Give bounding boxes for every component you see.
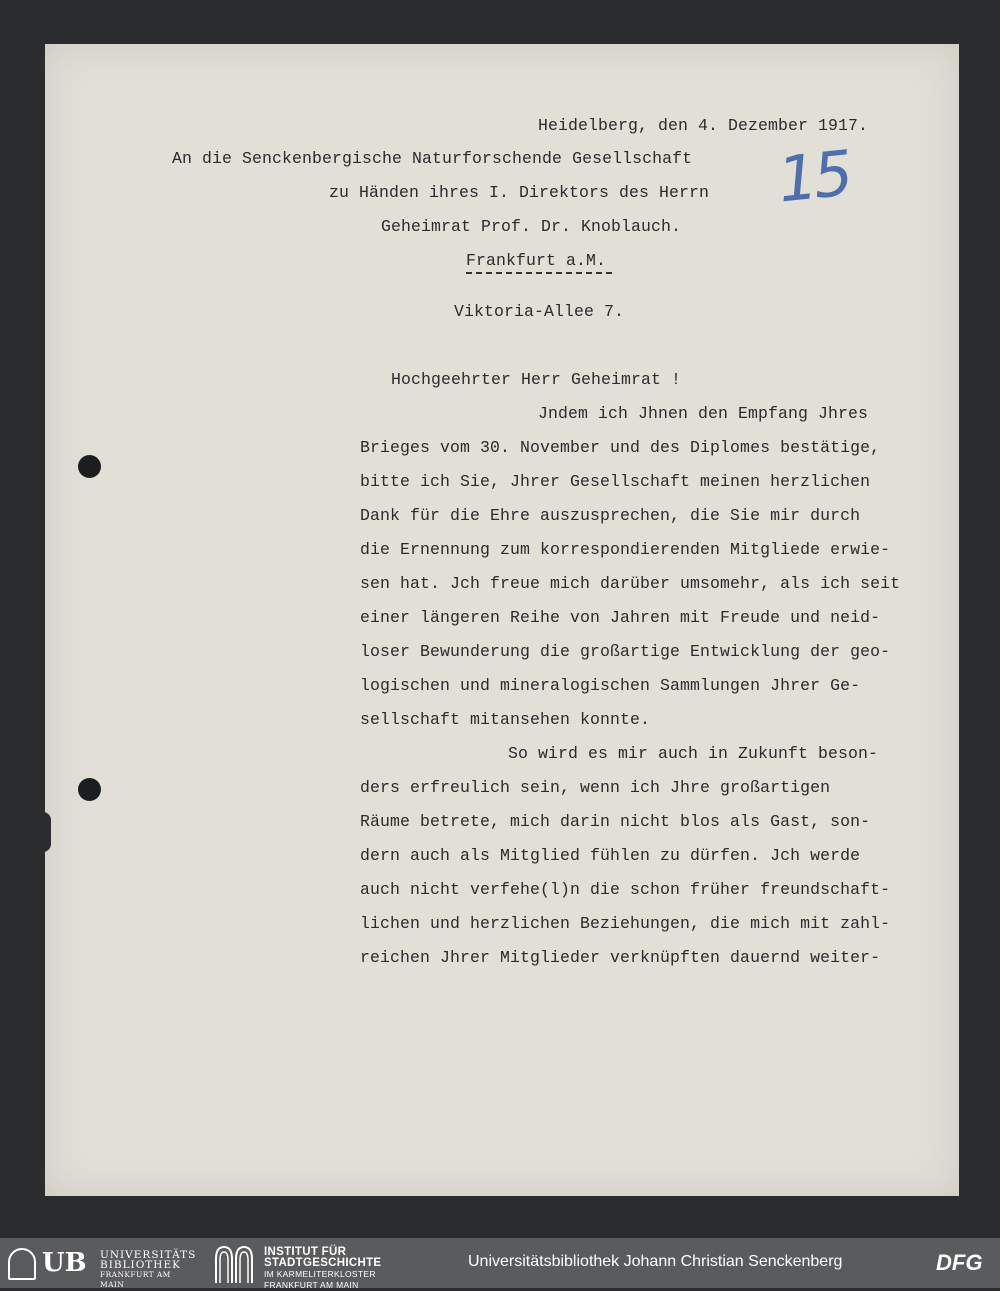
- isg-logo[interactable]: [214, 1245, 404, 1290]
- address-line-2: zu Händen ihres I. Direktors des Herrn: [329, 183, 710, 202]
- body-line: Jndem ich Jhnen den Empfang Jhres: [538, 404, 869, 423]
- library-name[interactable]: Universitätsbibliothek Johann Christian Senckenberg: [468, 1253, 843, 1270]
- body-line: reichen Jhrer Mitglieder verknüpften dauernd weiter-: [360, 948, 881, 967]
- ub-wordmark: [100, 1250, 196, 1290]
- body-line: sellschaft mitansehen konnte.: [360, 710, 651, 729]
- ub-emblem-icon: [8, 1248, 36, 1280]
- body-line: einer längeren Reihe von Jahren mit Freude und neid-: [360, 608, 881, 627]
- isg-line-3: IM KARMELITERKLOSTER: [264, 1269, 376, 1279]
- body-line: Räume betrete, mich darin nicht blos als Gast, son-: [360, 812, 871, 831]
- ub-line-1: UNIVERSITÄTS: [100, 1249, 197, 1261]
- footer-bar: [0, 1238, 1000, 1288]
- isg-line-2: STADTGESCHICHTE: [264, 1257, 382, 1269]
- isg-line-4: FRANKFURT AM MAIN: [264, 1280, 359, 1290]
- ub-letters: UB: [42, 1248, 87, 1278]
- ub-logo[interactable]: [8, 1246, 197, 1289]
- isg-wordmark: [264, 1247, 381, 1291]
- body-line: die Ernennung zum korrespondierenden Mitgliede erwie-: [360, 540, 891, 559]
- body-line: lichen und herzlichen Beziehungen, die mich mit zahl-: [360, 914, 891, 933]
- body-line: sen hat. Jch freue mich darüber umsomehr, als ich seit: [360, 574, 901, 593]
- body-line: ders erfreulich sein, wenn ich Jhre großartigen: [360, 778, 831, 797]
- punch-hole-top: [78, 455, 101, 478]
- address-line-3: Geheimrat Prof. Dr. Knoblauch.: [381, 217, 682, 236]
- salutation: Hochgeehrter Herr Geheimrat !: [391, 370, 682, 389]
- ub-line-3: FRANKFURT AM MAIN: [100, 1270, 171, 1289]
- body-line: dern auch als Mitglied fühlen zu dürfen. Jch werde: [360, 846, 861, 865]
- body-line: auch nicht verfehe(l)n die schon früher freundschaft-: [360, 880, 891, 899]
- city-underline: [466, 272, 612, 274]
- date-line: Heidelberg, den 4. Dezember 1917.: [538, 116, 869, 135]
- isg-line-1: INSTITUT FÜR: [264, 1246, 347, 1258]
- body-line: loser Bewunderung die großartige Entwicklung der geo-: [360, 642, 891, 661]
- address-line-1: An die Senckenbergische Naturforschende Gesellschaft: [172, 149, 693, 168]
- body-line: logischen und mineralogischen Sammlungen Jhrer Ge-: [360, 676, 861, 695]
- dfg-logo[interactable]: DFG: [936, 1250, 983, 1275]
- ub-line-2: BIBLIOTHEK: [100, 1259, 181, 1271]
- body-line: So wird es mir auch in Zukunft beson-: [508, 744, 879, 763]
- address-line-street: Viktoria-Allee 7.: [454, 302, 625, 321]
- body-line: Brieges vom 30. November und des Diplomes bestätige,: [360, 438, 881, 457]
- body-line: bitte ich Sie, Jhrer Gesellschaft meinen herzlichen: [360, 472, 871, 491]
- arches-icon: [214, 1245, 254, 1283]
- punch-hole-bottom: [78, 778, 101, 801]
- paper-notch: [39, 812, 51, 852]
- archive-number-handwritten: 15: [774, 136, 853, 217]
- address-line-city: Frankfurt a.M.: [466, 251, 607, 270]
- body-line: Dank für die Ehre auszusprechen, die Sie mir durch: [360, 506, 861, 525]
